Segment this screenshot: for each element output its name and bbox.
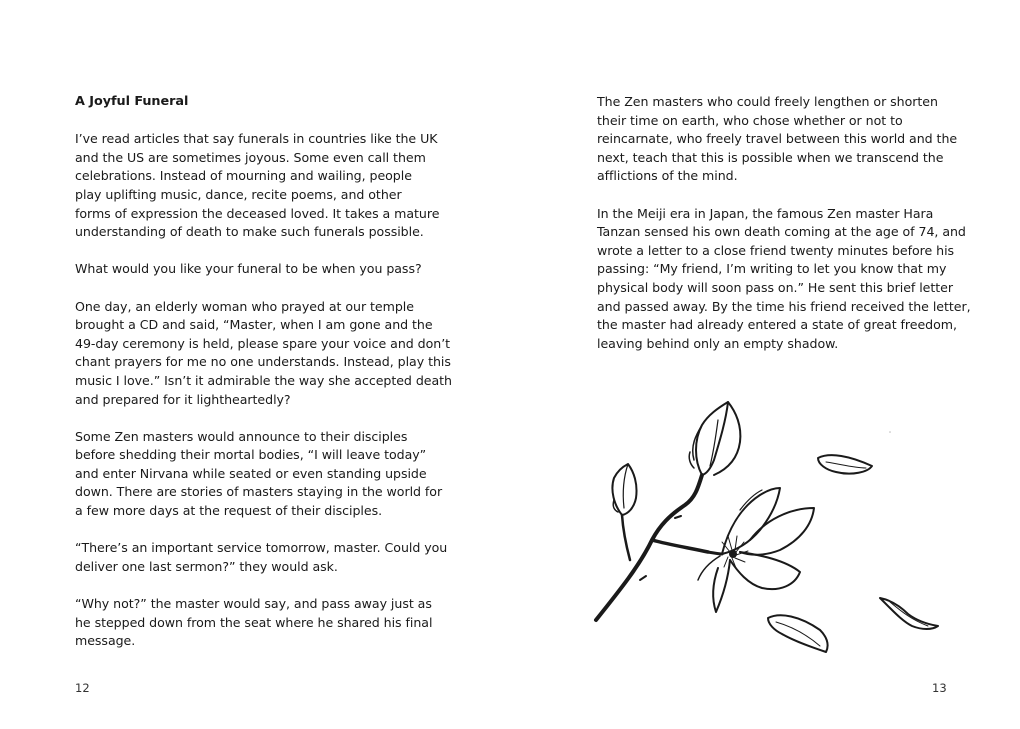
text-line: and passed away. By the time his friend received the letter, <box>597 298 971 314</box>
text-line: Tanzan sensed his own death coming at the age of 74, and <box>597 224 966 240</box>
text-line: understanding of death to make such funerals possible. <box>75 224 424 240</box>
text-line: message. <box>75 633 136 649</box>
paragraph <box>75 298 452 410</box>
text-line: “Why not?” the master would say, and pass away just as <box>75 596 432 612</box>
text-line: 49-day ceremony is held, please spare your voice and don’t <box>75 335 451 351</box>
text-line: brought a CD and said, “Master, when I am gone and the <box>75 317 433 333</box>
page-number-right: 13 <box>932 681 947 695</box>
paragraph <box>75 595 433 651</box>
text-line: and enter Nirvana while seated or even standing upside <box>75 465 427 481</box>
text-line: down. There are stories of masters staying in the world for <box>75 484 443 500</box>
text-line: forms of expression the deceased loved. It takes a mature <box>75 205 440 221</box>
text-line: The Zen masters who could freely lengthen or shorten <box>597 94 938 109</box>
text-line: I’ve read articles that say funerals in countries like the UK <box>75 131 438 147</box>
text-line: physical body will soon pass on.” He sent this brief letter <box>597 279 953 295</box>
magnolia-icon <box>590 380 950 670</box>
text-line: wrote a letter to a close friend twenty minutes before his <box>597 242 955 258</box>
paragraph <box>75 260 425 279</box>
text-line: afflictions of the mind. <box>597 168 738 184</box>
paragraph <box>75 539 448 576</box>
text-line: leaving behind only an empty shadow. <box>597 335 839 351</box>
text-line: and prepared for it lightheartedly? <box>75 391 291 407</box>
text-line: Some Zen masters would announce to their disciples <box>75 428 408 444</box>
chapter-heading: A Joyful Funeral <box>75 94 189 109</box>
text-line: he stepped down from the seat where he shared his final <box>75 614 433 630</box>
paragraph <box>597 205 971 354</box>
magnolia-branch-illustration <box>590 380 950 670</box>
text-line: the master had already entered a state of great freedom, <box>597 317 957 333</box>
text-line: “There’s an important service tomorrow, master. Could you <box>75 540 448 556</box>
text-line: music I love.” Isn’t it admirable the way she accepted death <box>75 372 452 388</box>
text-line: celebrations. Instead of mourning and wailing, people <box>75 168 412 184</box>
paragraph <box>597 93 958 186</box>
text-line: their time on earth, who chose whether or not to <box>597 112 903 128</box>
paragraph <box>75 428 443 521</box>
text-line: before shedding their mortal bodies, “I will leave today” <box>75 447 427 463</box>
text-line: What would you like your funeral to be when you pass? <box>75 261 422 277</box>
text-line: passing: “My friend, I’m writing to let you know that my <box>597 261 947 277</box>
page-number-left: 12 <box>75 681 90 695</box>
paragraph <box>75 130 440 242</box>
left-page-text <box>75 93 452 669</box>
text-line: play uplifting music, dance, recite poems, and other <box>75 186 402 202</box>
text-line: chant prayers for me no one understands. Instead, play this <box>75 354 451 370</box>
text-line: a few more days at the request of their disciples. <box>75 503 383 519</box>
right-page-text <box>597 93 971 372</box>
text-line: In the Meiji era in Japan, the famous Zen master Hara <box>597 205 934 221</box>
text-line: and the US are sometimes joyous. Some even call them <box>75 149 426 165</box>
text-line: deliver one last sermon?” they would ask. <box>75 558 338 574</box>
text-line: reincarnate, who freely travel between this world and the <box>597 131 958 147</box>
text-line: One day, an elderly woman who prayed at our temple <box>75 298 414 314</box>
text-line: next, teach that this is possible when we transcend the <box>597 149 944 165</box>
